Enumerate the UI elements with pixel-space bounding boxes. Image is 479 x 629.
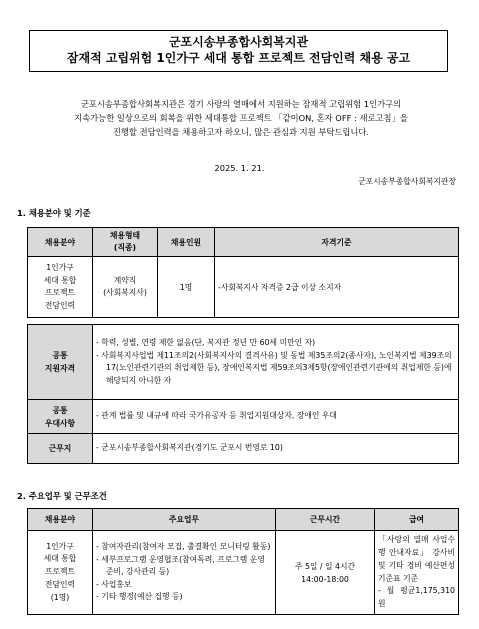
field-line: 1인가구 (46, 541, 74, 551)
section1-heading: 1. 채용분야 및 기준 (17, 208, 91, 218)
header-qualification: 자격기준 (215, 228, 459, 257)
table-row (28, 400, 459, 434)
table-row (28, 325, 459, 400)
requirement-label (28, 325, 93, 400)
requirement-label (28, 400, 93, 434)
requirement-label (28, 434, 93, 464)
field-line: 프로젝트 (44, 567, 76, 577)
list-item: - 사업홍보 (96, 579, 132, 589)
field-line: 세대 통합 (43, 554, 77, 564)
type-cell (93, 257, 158, 318)
requirement-body (93, 400, 459, 434)
header-type-line1: 채용형태 (109, 231, 141, 240)
section2-heading: 2. 주요업무 및 근무조건 (17, 491, 107, 501)
intro-paragraph (36, 97, 446, 139)
recruitment-table (27, 227, 459, 318)
intro-line-1: 군포시송부종합사회복지관은 경기 사랑의 열매에서 지원하는 잠재적 고립위험 1인가구의 (80, 99, 402, 109)
header-count: 채용인원 (158, 228, 215, 257)
table-header-row (28, 228, 459, 257)
header-duties: 주요업무 (93, 509, 276, 531)
list-item: - 관계 법률 및 내규에 따라 국가유공자 등 취업지원대상자, 장애인 우대 (96, 411, 337, 421)
requirements-table (27, 324, 459, 464)
field-cell (28, 257, 93, 318)
type-line: 계약직 (113, 275, 137, 285)
hours-line: 14:00-18:00 (301, 574, 349, 584)
label-line: 공통 (52, 351, 68, 360)
list-item: - 세부프로그램 운영협조(참여독려, 프로그램 운영준비, 강사관리 등) (96, 554, 265, 577)
intro-line-2: 지속가능한 일상으로의 회복을 위한 세대통합 프로젝트 「같이ON, 혼자 OFF : 새로고침」을 (74, 113, 408, 123)
signature: 군포시송부종합사회복지관장 (358, 177, 456, 186)
salary-line: 「사랑의 열매 사업수행 안내자료」 강사비 및 기타 경비 예산편성 기준표 기준 (378, 535, 455, 583)
requirement-body (93, 434, 459, 464)
header-field: 채용분야 (28, 228, 93, 257)
field-line: (1명) (50, 592, 70, 602)
list-item: - 군포시송부종합사회복지관(경기도 군포시 번영로 10) (96, 443, 283, 453)
header-hours: 근무시간 (276, 509, 375, 531)
hours-line: 주 5일 / 일 4시간 (294, 561, 356, 571)
qualification-cell: -사회복지사 자격증 2급 이상 소지자 (215, 257, 459, 318)
notice-title: 잠재적 고립위험 1인가구 세대 통합 프로젝트 전담인력 채용 공고 (66, 51, 411, 65)
list-item: - 기타 행정(예산 집행 등) (96, 592, 183, 602)
duties-table (27, 508, 459, 615)
header-salary: 급여 (375, 509, 459, 531)
header-type (93, 228, 158, 257)
title-box (29, 30, 448, 72)
table-row (28, 434, 459, 464)
field-cell (28, 531, 93, 615)
salary-cell (375, 531, 459, 615)
salary-line: - 월 평균1,175,310원 (378, 586, 455, 609)
label-line: 공통 (52, 405, 68, 415)
hours-cell (276, 531, 375, 615)
count-cell: 1명 (158, 257, 215, 318)
list-item: - 사회복지사업법 제11조의2(사회복지사의 결격사유) 및 동법 제35조의2(종사자), 노인복지법 제39조의17(노인관련기관의 취업제한 등), 장애인복지법 제59조의3제5항(장애인관련기관에의 취업제한 등)에 해당되지 아니한 자 (96, 350, 452, 385)
requirement-body (93, 325, 459, 400)
list-item: - 학력, 성별, 연령 제한 없음(단, 복지관 정년 만 60세 미만인 자) (96, 338, 316, 347)
table-row (28, 531, 459, 615)
field-line: 전담인력 (44, 300, 76, 310)
table-header-row (28, 509, 459, 531)
header-type-line2: (직종) (113, 243, 137, 252)
org-title: 군포시송부종합사회복지관 (168, 35, 309, 49)
table-row (28, 257, 459, 318)
label-line: 지원자격 (44, 364, 76, 373)
notice-date: 2025. 1. 21. (214, 163, 265, 173)
field-line: 세대 통합 (43, 275, 77, 285)
duties-cell (93, 531, 276, 615)
field-line: 1인가구 (46, 263, 74, 272)
header-field: 채용분야 (28, 509, 93, 531)
field-line: 전담인력 (44, 579, 76, 589)
list-item: - 참여자관리(참여자 모집, 출결확인 모니터링 활동) (96, 542, 271, 552)
intro-line-3: 진행할 전담인력을 채용하고자 하오니, 많은 관심과 지원 부탁드립니다. (112, 127, 370, 137)
label-line: 근무지 (48, 444, 72, 453)
type-line: (사회복지사) (103, 288, 147, 297)
label-line: 우대사항 (44, 418, 76, 428)
field-line: 프로젝트 (44, 288, 76, 297)
